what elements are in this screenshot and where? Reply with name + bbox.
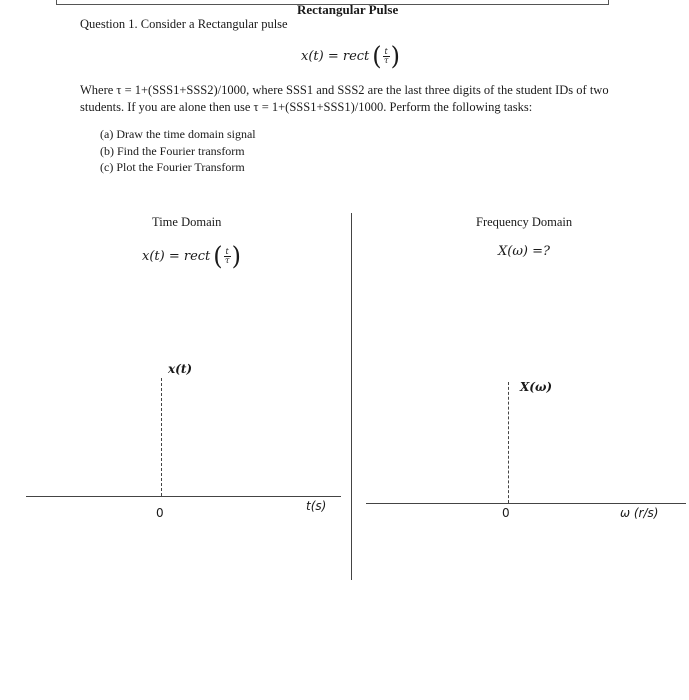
time-vertical-axis <box>161 378 162 496</box>
main-formula <box>301 41 401 71</box>
task-list <box>100 126 256 176</box>
time-origin-label: 0 <box>156 506 164 520</box>
time-signal-label: x(t) <box>168 362 193 376</box>
fraction-denominator: τ <box>383 55 389 65</box>
frequency-axis-label: ω (r/s) <box>620 506 659 520</box>
formula-fraction <box>383 48 390 65</box>
frequency-signal-label: X(ω) <box>520 380 553 394</box>
right-paren: ) <box>231 241 242 271</box>
frequency-origin-label: 0 <box>502 506 510 520</box>
task-item: (c) Plot the Fourier Transform <box>100 160 245 174</box>
time-domain-heading: Time Domain <box>152 215 222 229</box>
task-item: (a) Draw the time domain signal <box>100 127 256 141</box>
formula-fraction <box>224 248 231 265</box>
right-paren: ) <box>390 41 401 71</box>
left-paren: ( <box>213 241 223 271</box>
fraction-denominator: τ <box>224 255 230 265</box>
frequency-vertical-axis <box>508 382 509 503</box>
question-paragraph: Where τ = 1+(SSS1+SSS2)/1000, where SSS1 and SSS2 are the last three digits of the student IDs of two students. If you are alone then use τ = 1+(SSS1+SSS1)/1000. Perform the following tasks: <box>80 83 609 114</box>
time-horizontal-axis <box>26 496 341 497</box>
left-paren: ( <box>372 41 382 71</box>
formula-lhs: x(t) = rect <box>301 48 370 64</box>
formula-lhs: x(t) = rect <box>142 248 211 264</box>
time-domain-formula <box>142 241 242 271</box>
frequency-domain-formula: X(ω) =? <box>498 244 550 259</box>
fraction-numerator: t <box>384 46 388 56</box>
fraction-numerator: t <box>225 246 229 256</box>
panel-divider <box>351 213 352 580</box>
frequency-horizontal-axis <box>366 503 686 504</box>
task-item: (b) Find the Fourier transform <box>100 143 245 158</box>
frequency-domain-heading: Frequency Domain <box>476 215 573 229</box>
page-title: Rectangular Pulse <box>297 2 399 17</box>
question-intro: Question 1. Consider a Rectangular pulse <box>80 17 288 31</box>
time-axis-label: t(s) <box>306 499 327 513</box>
